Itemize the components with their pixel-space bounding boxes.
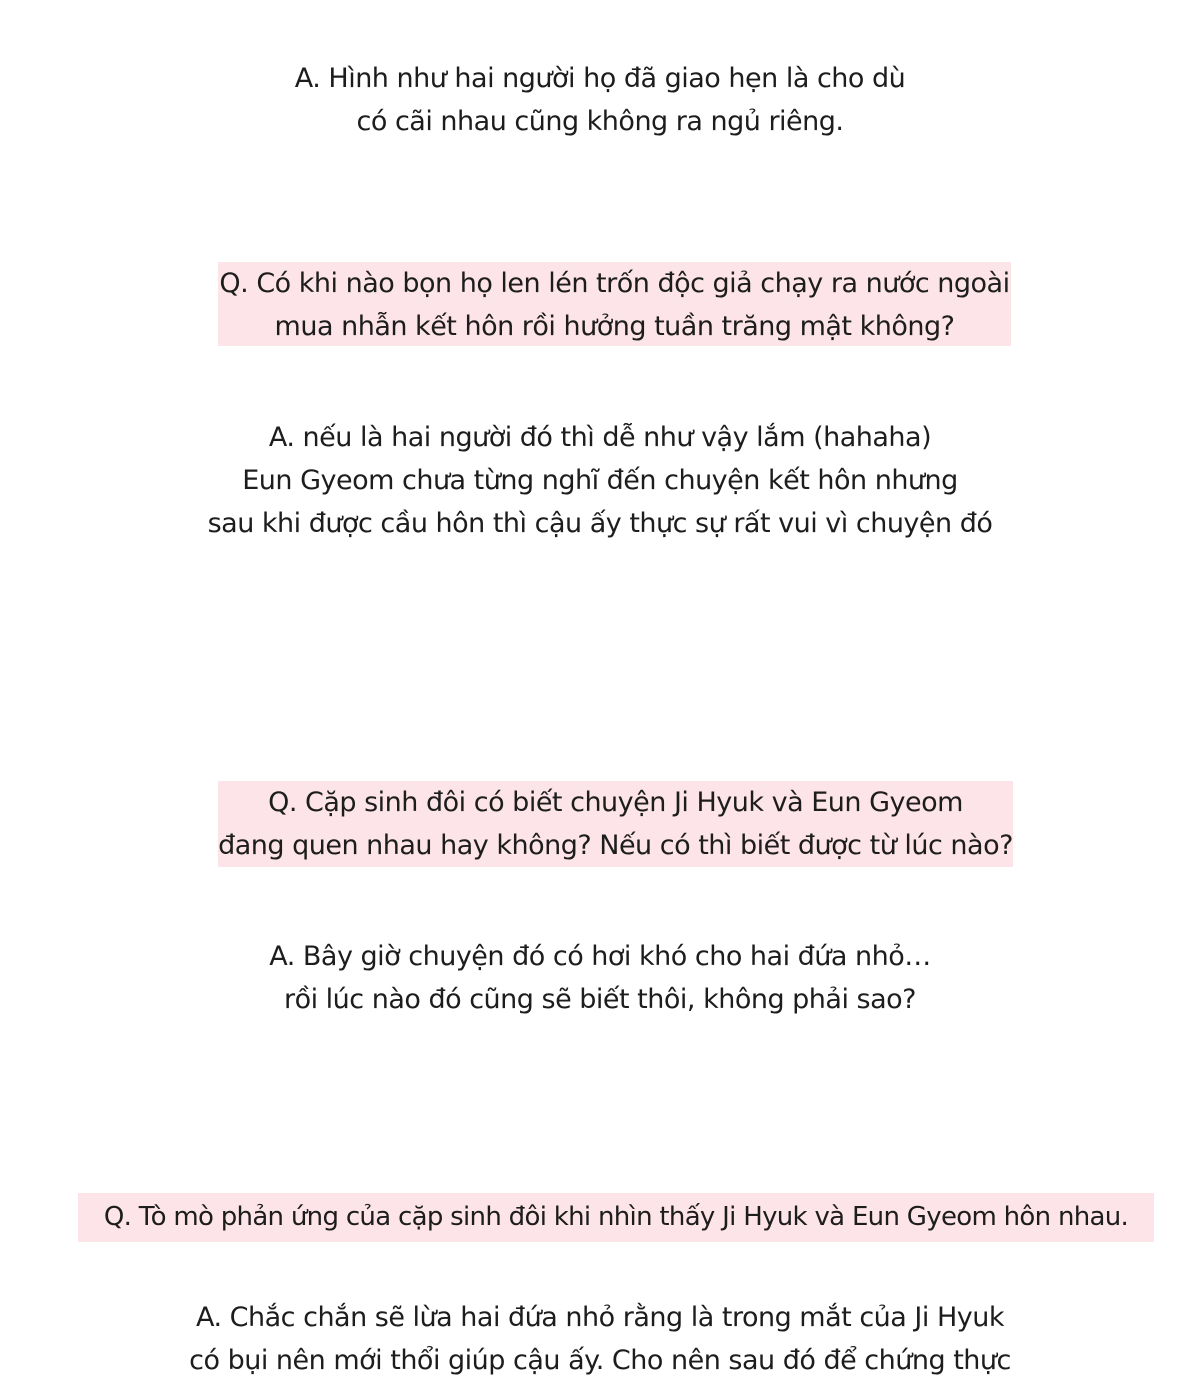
question-1 [218,262,1011,348]
answer-1-line-2: có cãi nhau cũng không ra ngủ riêng. [356,106,844,137]
question-1-line-2: mua nhẫn kết hôn rồi hưởng tuần trăng mật không? [274,311,955,342]
answer-2-line-3: sau khi được cầu hôn thì cậu ấy thực sự rất vui vì chuyện đó [207,508,993,539]
question-2-line-1: Q. Cặp sinh đôi có biết chuyện Ji Hyuk và Eun Gyeom [268,787,963,818]
answer-2-line-1: A. nếu là hai người đó thì dễ như vậy lắm (hahaha) [268,422,932,453]
answer-4-line-2: có bụi nên mới thổi giúp cậu ấy. Cho nên sau đó để chứng thực [189,1345,1011,1376]
answer-3-line-2: rồi lúc nào đó cũng sẽ biết thôi, không phải sao? [283,984,917,1015]
question-3-line-1: Q. Tò mò phản ứng của cặp sinh đôi khi nhìn thấy Ji Hyuk và Eun Gyeom hôn nhau. [103,1202,1129,1232]
question-1-line-1: Q. Có khi nào bọn họ len lén trốn độc giả chạy ra nước ngoài [219,268,1010,299]
answer-2-line-2: Eun Gyeom chưa từng nghĩ đến chuyện kết hôn nhưng [242,465,958,496]
answer-4-line-1: A. Chắc chắn sẽ lừa hai đứa nhỏ rằng là trong mắt của Ji Hyuk [196,1302,1004,1333]
answer-3 [0,935,1200,1021]
question-3 [78,1196,1154,1239]
question-1-highlight [218,262,1011,346]
question-2-highlight [218,781,1013,867]
question-2-line-2: đang quen nhau hay không? Nếu có thì biết được từ lúc nào? [218,830,1013,861]
answer-1-line-1: A. Hình như hai người họ đã giao hẹn là cho dù [294,63,906,94]
question-3-highlight [78,1193,1154,1242]
answer-4 [0,1296,1200,1382]
answer-3-line-1: A. Bây giờ chuyện đó có hơi khó cho hai đứa nhỏ… [269,941,931,972]
answer-1 [0,57,1200,143]
answer-2 [0,416,1200,545]
question-2 [218,781,1013,867]
